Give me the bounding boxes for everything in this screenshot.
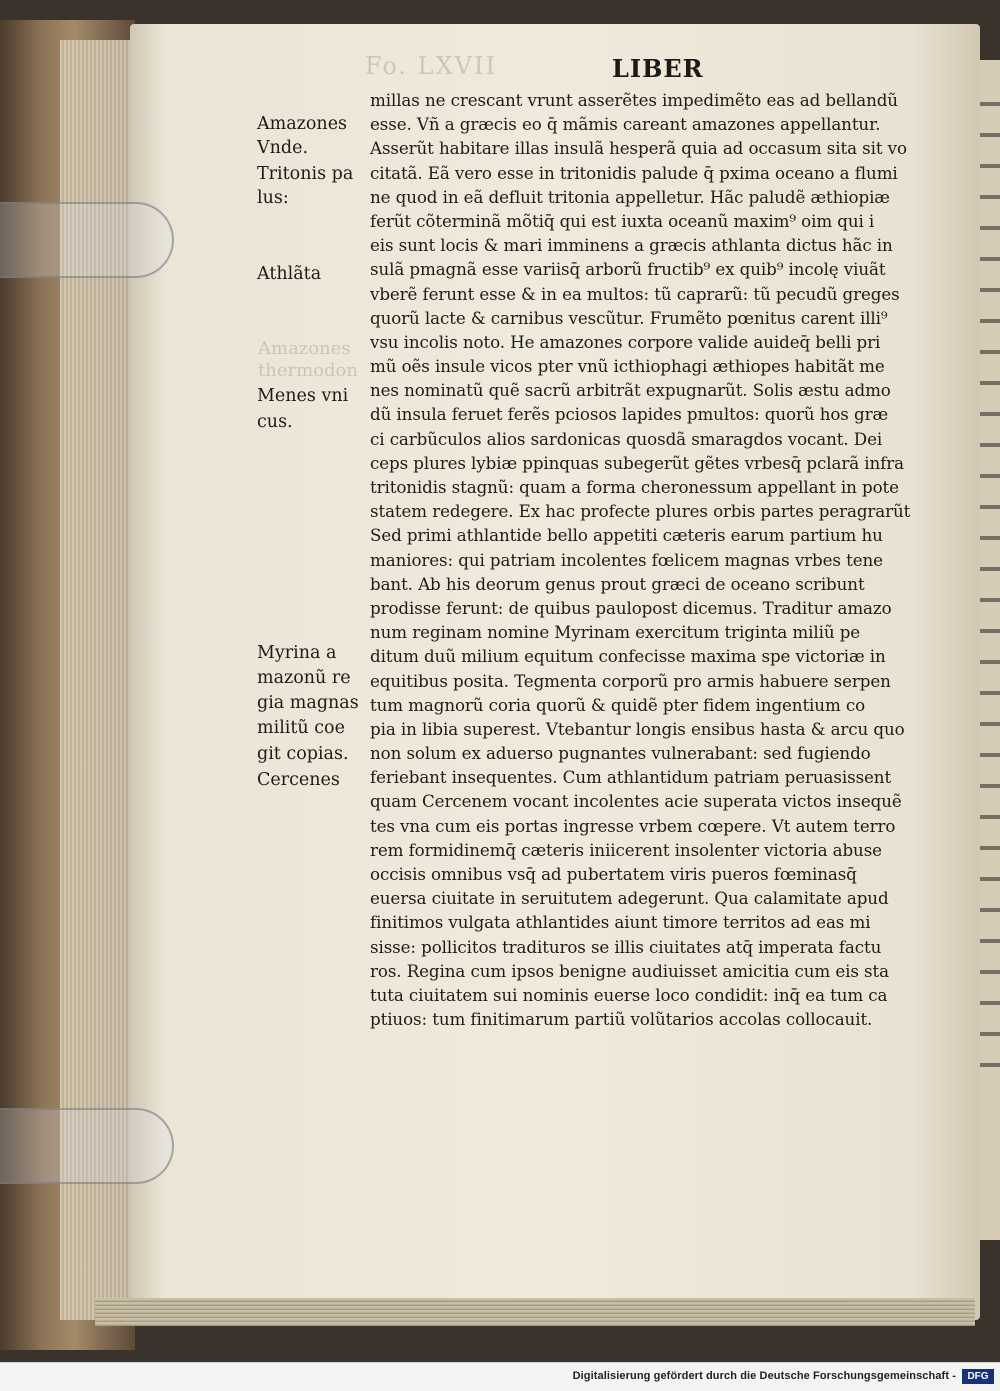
margin-note-myrina-3: gia magnas [257,693,359,713]
show-through-line: Amazones [258,338,351,359]
dfg-logo-icon: DFG [962,1369,994,1384]
text-line: euersa ciuitate in seruitutem adegerunt. Qua calamitate apud [370,888,889,909]
page-clip-lower [0,1108,174,1184]
margin-note-menes-cont: cus. [257,412,293,432]
text-line: prodisse ferunt: de quibus paulopost dicemus. Traditur amazo [370,597,892,618]
text-line: Asserũt habitare illas insulã hesperã quia ad occasum sita sit vo [370,138,907,159]
text-line: tes vna cum eis portas ingresse vrbem cœpere. Vt autem terro [370,815,896,836]
text-line: non solum ex aduerso pugnantes vulnerabant: sed fugiendo [370,743,871,764]
text-line: num reginam nomine Myrinam exercitum triginta miliũ pe [370,622,861,643]
main-text-block [370,88,915,1031]
text-line: ros. Regina cum ipsos benigne audiuisset amicitia cum eis sta [370,960,889,981]
footer-bar [0,1362,1000,1391]
page-bottom-edges [95,1298,975,1326]
show-through-line: thermodon [258,360,358,381]
text-line: esse. Vñ a græcis eo q̄ mãmis careant amazones appellantur. [370,114,881,135]
margin-note-tritonis-cont: lus: [257,188,289,208]
text-line: feriebant insequentes. Cum athlantidum patriam peruasissent [370,767,892,788]
text-line: rem formidinemq̄ cæteris iniicerent insolenter victoria abuse [370,839,882,860]
text-line: ceps plures lybiæ ppinquas subegerũt gẽtes vrbesq̄ pclarã infra [370,452,904,473]
show-through-margin-note [258,338,358,382]
text-line: maniores: qui patriam incolentes fœlicem magnas vrbes tene [370,549,883,570]
facing-page-text-shadow [978,80,1000,1080]
text-line: quam Cercenem vocant incolentes acie superata victos insequẽ [370,791,902,812]
margin-note-myrina-2: mazonũ re [257,668,351,688]
text-line: ci carbũculos alios sardonicas quosdã smaragdos vocant. Dei [370,428,883,449]
text-line: mũ oẽs insule vicos pter vnũ icthiophagi æthiopes habitãt me [370,356,885,377]
text-line: sulã pmagnã esse variisq̄ arborũ fructib⁹ ex quib⁹ incolę viuãt [370,259,886,280]
text-line: statem redegere. Ex hac profecte plures orbis partes peragrarũt [370,501,911,522]
text-line: ptiuos: tum finitimarum partiũ volũtarios accolas collocauit. [370,1009,873,1030]
text-line: ditum duũ milium equitum confecisse maxima spe victoriæ in [370,646,886,667]
text-line: millas ne crescant vrunt asserẽtes impedimẽto eas ad bellandũ [370,90,898,110]
text-line: Sed primi athlantide bello appetiti cæteris earum partium hu [370,525,883,546]
text-line: quorũ lacte & carnibus vescũtur. Frumẽto pœnitus carent illi⁹ [370,307,888,328]
text-line: equitibus posita. Tegmenta corporũ pro armis habuere serpen [370,670,891,691]
running-title: LIBER [612,54,704,83]
margin-note-athlanta: Athlãta [257,264,322,284]
margin-note-myrina: Myrina a [257,643,337,663]
text-line: finitimos vulgata athlantides aiunt timore territos ad eas mi [370,912,871,933]
text-line: citatã. Eã vero esse in tritonidis palude q̄ pxima oceano a flumi [370,162,898,183]
margin-note-tritonis: Tritonis pa [257,164,354,184]
text-line: sisse: pollicitos tradituros se illis ciuitates atq̄ imperata factu [370,936,882,957]
margin-note-amazones: Amazones [257,114,348,134]
text-line: pia in libia superest. Vtebantur longis ensibus hasta & arcu quo [370,718,905,739]
text-line: vsu incolis noto. He amazones corpore valide auideq̄ belli pri [370,331,881,352]
text-line: vberẽ ferunt esse & in ea multos: tũ caprarũ: tũ pecudũ greges [370,283,900,304]
text-line: occisis omnibus vsq̄ ad pubertatem viris pueros fœminasq̄ [370,864,857,884]
text-line: eis sunt locis & mari imminens a græcis athlanta dictus hãc in [370,235,893,256]
page-clip-upper [0,202,174,278]
funding-credit: Digitalisierung gefördert durch die Deutsche Forschungsgemeinschaft - [572,1370,956,1382]
text-line: bant. Ab his deorum genus prout græci de oceano scribunt [370,573,865,594]
show-through-header: Fo. LXVII [365,52,497,80]
text-line: tuta ciuitatem sui nominis euerse loco condidit: inq̄ ea tum ca [370,984,888,1005]
text-line: nes nominatũ quẽ sacrũ arbitrãt expugnarũt. Solis æstu admo [370,380,891,401]
text-line: tum magnorũ coria quorũ & quidẽ pter fidem ingentium co [370,694,866,715]
text-line: ne quod in eã defluit tritonia appelletur. Hãc paludẽ æthiopiæ [370,186,890,207]
margin-note-cercenes: Cercenes [257,770,340,790]
text-line: ferũt cõterminã mõtiq̄ qui est iuxta oceanũ maxim⁹ oim qui i [370,210,875,231]
text-line: tritonidis stagnũ: quam a forma cheronessum appellant in pote [370,477,899,497]
margin-note-unde: Vnde. [257,138,309,158]
margin-note-myrina-5: git copias. [257,744,349,764]
margin-note-myrina-4: militũ coe [257,718,345,738]
margin-note-menes: Menes vni [257,386,349,406]
text-line: dũ insula feruet ferẽs pciosos lapides pmultos: quorũ hos græ [370,404,889,425]
